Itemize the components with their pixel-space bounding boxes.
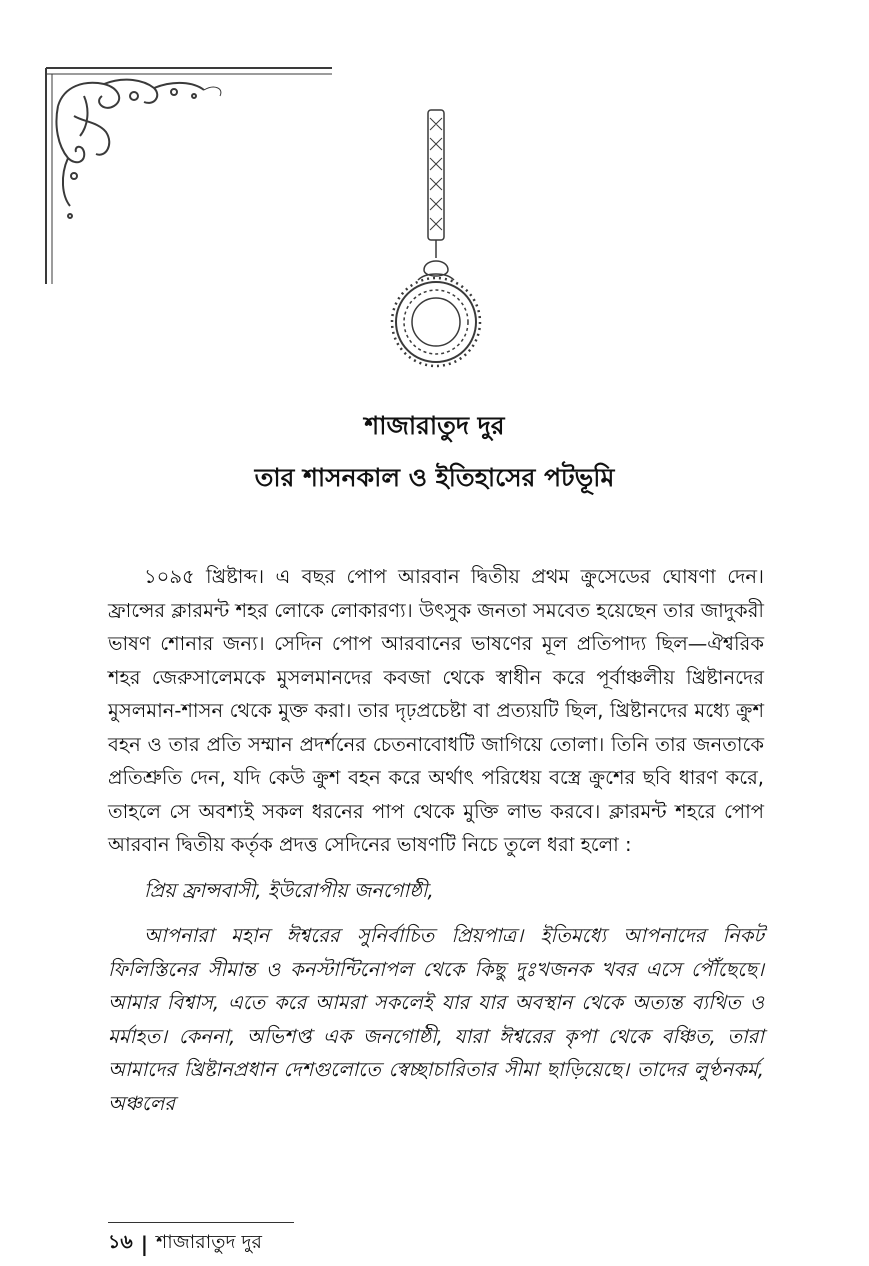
page-footer xyxy=(108,1228,262,1260)
pendant-ornament-icon xyxy=(390,108,482,370)
footer-rule xyxy=(108,1222,294,1223)
speech-salutation: প্রিয় ফ্রান্সবাসী, ইউরোপীয় জনগোষ্ঠী, xyxy=(144,878,434,902)
speech-paragraph: আপনারা মহান ঈশ্বরের সুনির্বাচিত প্রিয়পাত্র। ইতিমধ্যে আপনাদের নিকট ফিলিস্তিনের সীমান্ত ও কনস্টান্টিনোপল থেকে কিছু দুঃখজনক খবর এসে পৌঁছেছে। আমার বিশ্বাস, এতে করে আমরা সকলেই যার যার অবস্থান থেকে অত্যন্ত ব্যথিত ও মর্মাহত। কেননা, অভিশপ্ত এক জনগোষ্ঠী, যারা ঈশ্বরের কৃপা থেকে বঞ্চিত, তারা আমাদের খ্রিষ্টানপ্রধান দেশগুলোতে স্বেচ্ছাচারিতার সীমা ছাড়িয়েছে। তাদের লুণ্ঠনকর্ম, অঞ্চলের xyxy=(108,924,764,1115)
intro-paragraph: ১০৯৫ খ্রিষ্টাব্দ। এ বছর পোপ আরবান দ্বিতীয় প্রথম ক্রুসেডের ঘোষণা দেন। ফ্রান্সের ক্লারমন্ট শহর লোকে লোকারণ্য। উৎসুক জনতা সমবেত হয়েছেন তার জাদুকরী ভাষণ শোনার জন্য। সেদিন পোপ আরবানের ভাষণের মূল প্রতিপাদ্য ছিল—ঐশ্বরিক শহর জেরুসালেমকে মুসলমানদের কবজা থেকে স্বাধীন করে পূর্বাঞ্চলীয় খ্রিষ্টানদের মুসলমান-শাসন থেকে মুক্ত করা। তার দৃঢ়প্রচেষ্টা বা প্রত্যয়টি ছিল, খ্রিষ্টানদের মধ্যে ক্রুশ বহন ও তার প্রতি সম্মান প্রদর্শনের চেতনাবোধটি জাগিয়ে তোলা। তিনি তার জনতাকে প্রতিশ্রুতি দেন, যদি কেউ ক্রুশ বহন করে অর্থাৎ পরিধেয় বস্ত্রে ক্রুশের ছবি ধারণ করে, তাহলে সে অবশ্যই সকল ধরনের পাপ থেকে মুক্তি লাভ করবে। ক্লারমন্ট শহরে পোপ আরবান দ্বিতীয় কর্তৃক প্রদত্ত সেদিনের ভাষণটি নিচে তুলে ধরা হলো : xyxy=(108,565,764,856)
chapter-subtitle: তার শাসনকাল ও ইতিহাসের পটভূমি xyxy=(254,463,615,492)
corner-flourish-icon xyxy=(44,66,334,286)
page-number: ১৬ xyxy=(108,1231,133,1253)
chapter-title: শাজারাতুদ দুর xyxy=(364,411,505,440)
footer-separator: | xyxy=(140,1232,148,1256)
running-title: শাজারাতুদ দুর xyxy=(156,1231,262,1253)
body-text xyxy=(108,560,764,1120)
